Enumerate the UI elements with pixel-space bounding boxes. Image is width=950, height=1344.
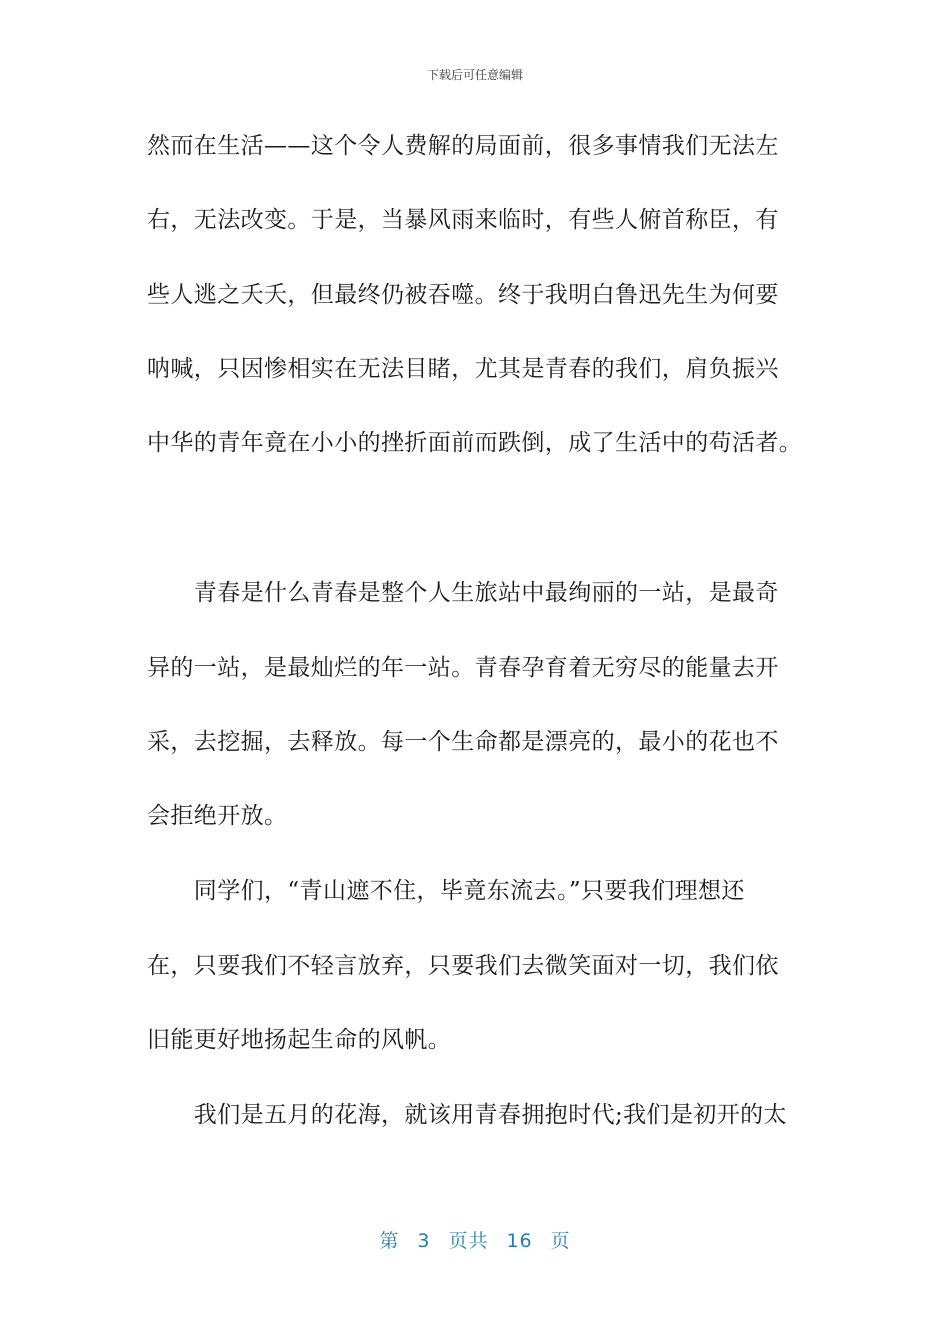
text-line: 些人逃之夭夭，但最终仍被吞噬。终于我明白鲁迅先生为何要 [147,282,779,308]
text-line: 会拒绝开放。 [147,803,288,829]
footer-middle: 页共 [448,1230,489,1252]
footer-suffix: 页 [550,1230,571,1252]
footer-prefix: 第 [379,1230,400,1252]
text-line: 中华的青年竟在小小的挫折面前而跌倒，成了生活中的苟活者。 [147,430,803,456]
text-line: 采，去挖掘，去释放。每一个生命都是漂亮的，最小的花也不 [147,729,779,755]
text-line: 旧能更好地扬起生命的风帆。 [147,1027,452,1053]
total-page-count: 16 [506,1230,533,1252]
page-footer [0,1226,950,1253]
page-header: 下载后可任意编辑 [426,68,523,82]
text-line: 在，只要我们不轻言放弃，只要我们去微笑面对一切，我们依 [147,953,779,979]
text-line: 我们是五月的花海，就该用青春拥抱时代;我们是初开的太 [147,1102,787,1128]
text-line: 呐喊，只因惨相实在无法目睹，尤其是青春的我们，肩负振兴 [147,356,779,382]
text-line: 右，无法改变。于是，当暴风雨来临时，有些人俯首称臣，有 [147,207,779,233]
text-line: 然而在生活——这个令人费解的局面前，很多事情我们无法左 [147,133,779,159]
current-page-number: 3 [417,1230,431,1252]
text-line: 同学们，“青山遮不住，毕竟东流去。”只要我们理想还 [147,878,745,904]
text-line: 青春是什么青春是整个人生旅站中最绚丽的一站，是最奇 [147,580,779,606]
text-line: 异的一站，是最灿烂的年一站。青春孕育着无穷尽的能量去开 [147,655,779,681]
